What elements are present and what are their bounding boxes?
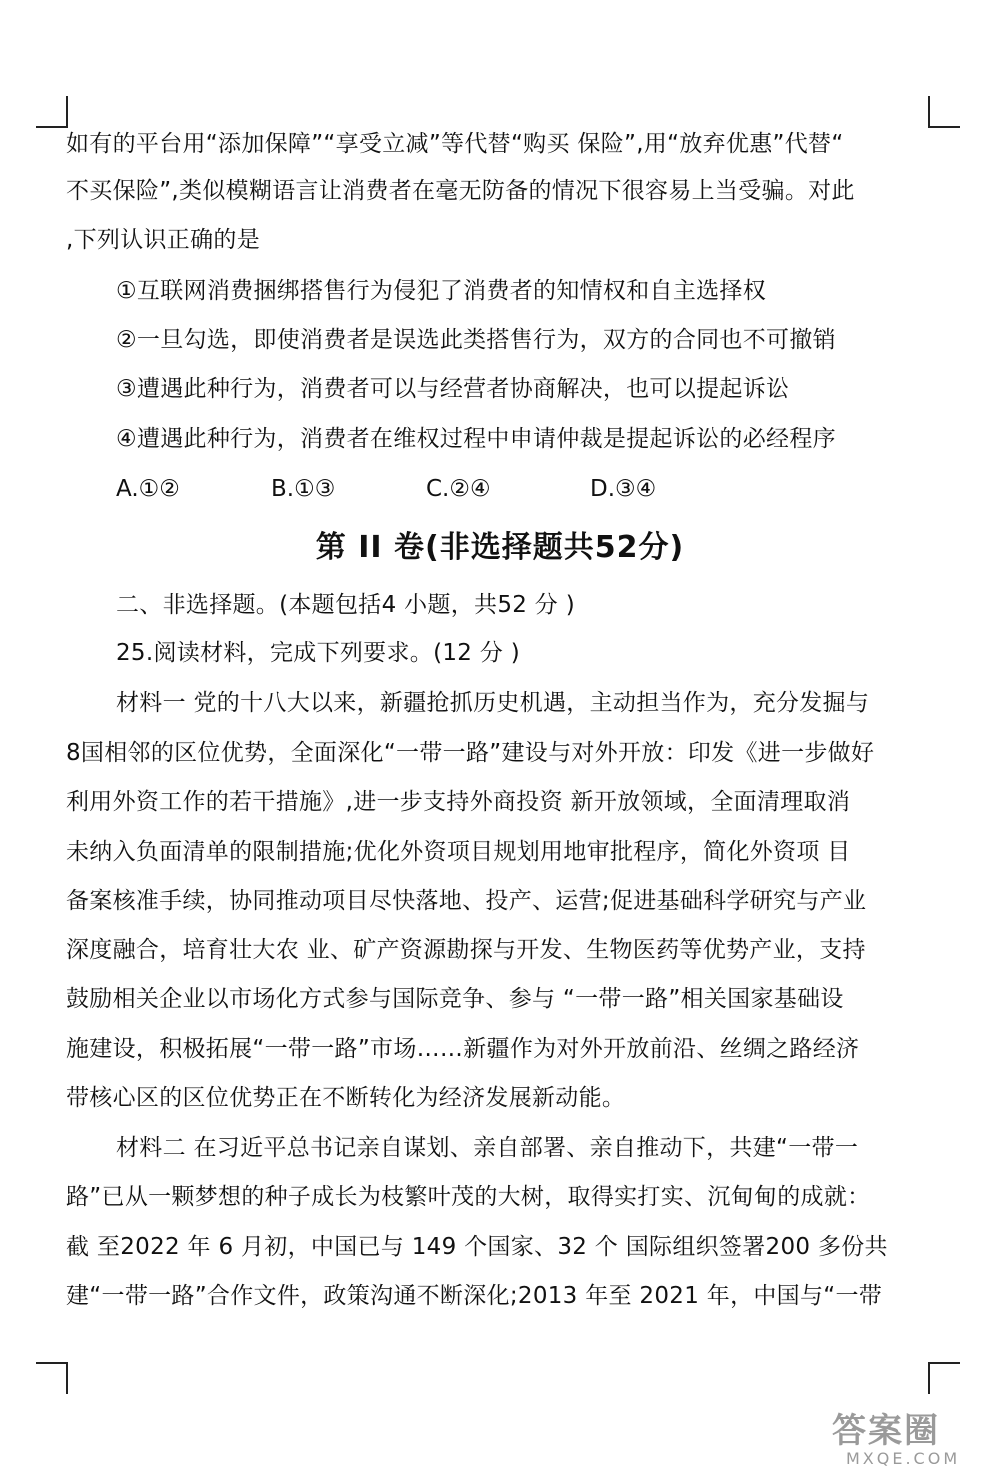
material-2-line: 路”已从一颗梦想的种子成长为枝繁叶茂的大树，取得实打实、沉甸甸的成就： <box>66 1184 871 1210</box>
material-2-line: 截 至2022 年 6 月初，中国已与 149 个国家、32 个 国际组织签署200 多份共 <box>66 1234 888 1260</box>
question-stem-line: 不买保险”,类似模糊语言让消费者在毫无防备的情况下很容易上当受骗。对此 <box>66 178 855 204</box>
section-title: 第 II 卷(非选择题共52分) <box>315 530 685 565</box>
option-c: C.②④ <box>426 476 491 502</box>
question-stem-line: 如有的平台用“添加保障”“享受立减”等代替“购买 保险”,用“放弃优惠”代替“ <box>66 131 844 157</box>
material-1-line: 备案核准手续，协同推动项目尽快落地、投产、运营;促进基础科学研究与产业 <box>66 888 867 914</box>
material-1-line: 带核心区的区位优势正在不断转化为经济发展新动能。 <box>66 1085 626 1111</box>
material-1-line: 施建设，积极拓展“一带一路”市场……新疆作为对外开放前沿、丝绸之路经济 <box>66 1036 860 1062</box>
material-1-line: 8国相邻的区位优势，全面深化“一带一路”建设与对外开放：印发《进一步做好 <box>66 740 875 766</box>
section-intro: 二、非选择题。(本题包括4 小题，共52 分 ) <box>116 592 575 618</box>
statement-2: ②一旦勾选，即使消费者是误选此类搭售行为，双方的合同也不可撤销 <box>116 327 836 353</box>
logo-url: MXQE.COM <box>846 1449 961 1468</box>
question-stem-line: ,下列认识正确的是 <box>66 227 261 253</box>
material-1-line: 材料一 党的十八大以来，新疆抢抓历史机遇，主动担当作为，充分发掘与 <box>116 690 870 716</box>
option-b: B.①③ <box>271 476 336 502</box>
crop-mark-bottom-right <box>928 1362 960 1394</box>
logo-text: 答案圈 <box>832 1411 940 1451</box>
material-1-line: 利用外资工作的若干措施》,进一步支持外商投资 新开放领域，全面清理取消 <box>66 789 851 815</box>
statement-4: ④遭遇此种行为，消费者在维权过程中申请仲裁是提起诉讼的必经程序 <box>116 426 836 452</box>
material-2-line: 材料二 在习近平总书记亲自谋划、亲自部署、亲自推动下，共建“一带一 <box>116 1135 859 1161</box>
crop-mark-top-left <box>36 96 68 128</box>
crop-mark-top-right <box>928 96 960 128</box>
site-logo <box>832 1412 992 1476</box>
statement-1: ①互联网消费捆绑搭售行为侵犯了消费者的知情权和自主选择权 <box>116 278 767 304</box>
question-25-prompt: 25.阅读材料，完成下列要求。(12 分 ) <box>116 640 521 666</box>
option-a: A.①② <box>116 476 180 502</box>
material-1-line: 未纳入负面清单的限制措施;优化外资项目规划用地审批程序，简化外资项 目 <box>66 839 851 865</box>
material-1-line: 鼓励相关企业以市场化方式参与国际竞争、参与 “一带一路”相关国家基础设 <box>66 986 844 1012</box>
material-1-line: 深度融合，培育壮大农 业、矿产资源勘探与开发、生物医药等优势产业，支持 <box>66 937 866 963</box>
crop-mark-bottom-left <box>36 1362 68 1394</box>
option-d: D.③④ <box>590 476 657 502</box>
material-2-line: 建“一带一路”合作文件，政策沟通不断深化;2013 年至 2021 年，中国与“一带 <box>66 1283 883 1309</box>
statement-3: ③遭遇此种行为，消费者可以与经营者协商解决，也可以提起诉讼 <box>116 376 790 402</box>
